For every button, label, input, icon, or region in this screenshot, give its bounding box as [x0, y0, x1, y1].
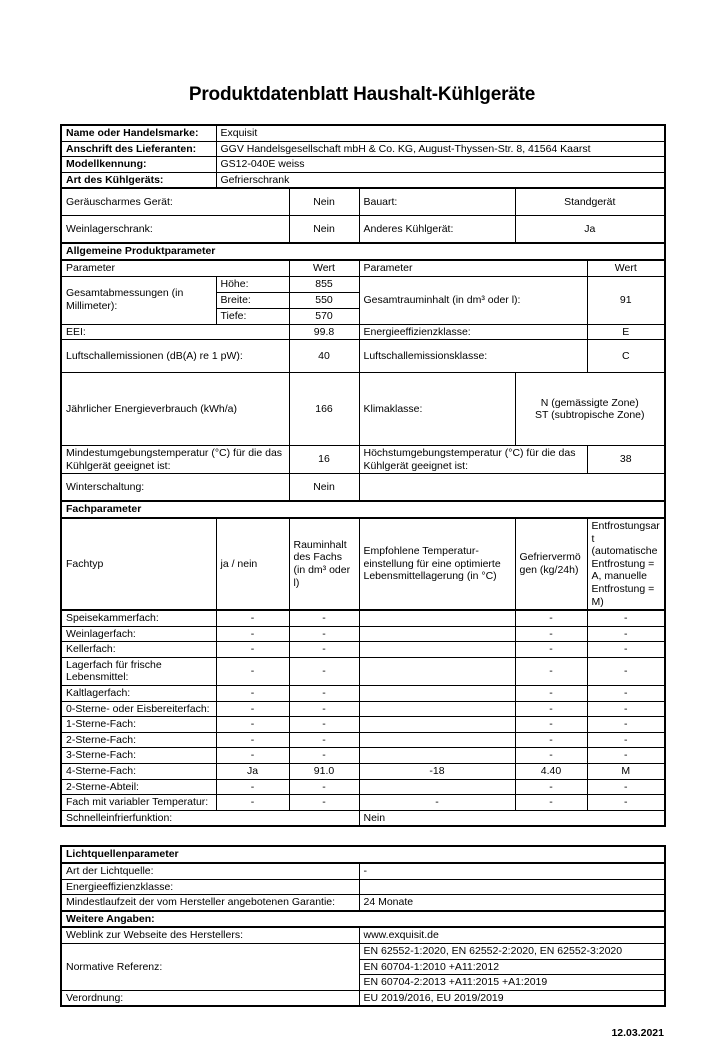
field-label: Schnelleinfrierfunktion:: [61, 810, 359, 826]
compartment-label: 1-Sterne-Fach:: [61, 717, 216, 733]
compartment-label: 2-Sterne-Fach:: [61, 732, 216, 748]
compartment-row: [61, 748, 665, 764]
light-and-additional-table: [60, 845, 666, 1007]
field-label: Anderes Kühlgerät:: [359, 216, 515, 244]
compartment-row: [61, 795, 665, 811]
compartment-label: Fach mit variabler Temperatur:: [61, 795, 216, 811]
field-value: 99.8: [289, 324, 359, 340]
field-value: Nein: [359, 810, 665, 826]
ambient-temp-row: [61, 446, 665, 474]
field-value: Ja: [515, 216, 665, 244]
cell-value: [359, 717, 515, 733]
cell-value: -: [515, 626, 587, 642]
empty-cell: [359, 474, 665, 502]
field-value: 166: [289, 373, 359, 446]
date-stamp: 12.03.2021: [611, 1027, 664, 1039]
field-value: -: [359, 863, 665, 879]
field-label: Weblink zur Webseite des Herstellers:: [61, 927, 359, 943]
section-header-additional: [61, 911, 665, 928]
column-header: Wert: [587, 260, 665, 276]
cell-value: -: [587, 626, 665, 642]
cell-value: -: [289, 686, 359, 702]
dimensions-row-height: [61, 276, 665, 292]
cell-value: 91.0: [289, 764, 359, 780]
compartment-label: 4-Sterne-Fach:: [61, 764, 216, 780]
cell-value: -: [515, 732, 587, 748]
column-header: Gefriervermögen (kg/24h): [515, 518, 587, 610]
field-label: Gesamtabmessungen (in Millimeter):: [61, 276, 216, 324]
cell-value: -: [515, 717, 587, 733]
cell-value: [359, 686, 515, 702]
compartment-label: Speisekammerfach:: [61, 610, 216, 626]
cell-value: -: [587, 732, 665, 748]
field-value: 24 Monate: [359, 895, 665, 911]
cell-value: -: [515, 657, 587, 685]
normative-row: [61, 943, 665, 959]
normative-value: EN 62552-1:2020, EN 62552-2:2020, EN 62552-3:2020: [359, 943, 665, 959]
field-value: 40: [289, 340, 359, 373]
compartment-label: 0-Sterne- oder Eisbereiterfach:: [61, 701, 216, 717]
cell-value: -: [216, 657, 289, 685]
column-header: Parameter: [61, 260, 289, 276]
field-label: Normative Referenz:: [61, 943, 359, 990]
field-value: Standgerät: [515, 188, 665, 216]
dim-name: Breite:: [216, 292, 289, 308]
cell-value: -: [587, 701, 665, 717]
climate-class-line: N (gemässigte Zone): [540, 396, 639, 409]
id-row-supplier: [61, 141, 665, 157]
compartment-row: [61, 779, 665, 795]
cell-value: -: [216, 717, 289, 733]
dim-value: 570: [289, 308, 359, 324]
column-header: ja / nein: [216, 518, 289, 610]
cell-value: Ja: [216, 764, 289, 780]
cell-value: -: [289, 795, 359, 811]
section-header-light: [61, 846, 665, 863]
cell-value: -: [216, 686, 289, 702]
cell-value: [359, 748, 515, 764]
section-title: Lichtquellenparameter: [61, 846, 665, 863]
field-label: Mindestlaufzeit der vom Hersteller angebotenen Garantie:: [61, 895, 359, 911]
cell-value: -: [216, 748, 289, 764]
cell-value: -: [515, 610, 587, 626]
field-label: Klimaklasse:: [359, 373, 515, 446]
cell-value: -: [289, 779, 359, 795]
section-title: Weitere Angaben:: [61, 911, 665, 928]
general-header-row: [61, 260, 665, 276]
field-label: Luftschallemissionen (dB(A) re 1 pW):: [61, 340, 289, 373]
climate-class-line: ST (subtropische Zone): [534, 409, 645, 422]
compartment-label: Kaltlagerfach:: [61, 686, 216, 702]
id-row-model: [61, 157, 665, 173]
column-header: Parameter: [359, 260, 587, 276]
compartment-row: [61, 732, 665, 748]
cell-value: -: [515, 686, 587, 702]
field-label: Luftschallemissionsklasse:: [359, 340, 587, 373]
cell-value: -: [216, 779, 289, 795]
id-row-type: [61, 172, 665, 188]
compartment-row: [61, 701, 665, 717]
field-label: Höchstumgebungstemperatur (°C) für die das Kühlgerät geeignet ist:: [359, 446, 587, 474]
compartments-header-row: [61, 518, 665, 610]
cell-value: -: [587, 717, 665, 733]
field-label: Bauart:: [359, 188, 515, 216]
cell-value: -: [289, 732, 359, 748]
cell-value: -: [515, 748, 587, 764]
compartment-row: [61, 686, 665, 702]
cell-value: -: [216, 626, 289, 642]
field-value: [359, 879, 665, 895]
field-value: C: [587, 340, 665, 373]
field-label: EEI:: [61, 324, 289, 340]
field-label: Jährlicher Energieverbrauch (kWh/a): [61, 373, 289, 446]
compartment-label: Weinlagerfach:: [61, 626, 216, 642]
cell-value: -: [216, 642, 289, 658]
document-page: [60, 0, 664, 1039]
eei-row: [61, 324, 665, 340]
field-label: Energieeffizienzklasse:: [61, 879, 359, 895]
cell-value: -: [289, 717, 359, 733]
field-value: 91: [587, 276, 665, 324]
cell-value: -: [289, 626, 359, 642]
cell-value: [359, 610, 515, 626]
flags-row-1: [61, 188, 665, 216]
field-value: 38: [587, 446, 665, 474]
cell-value: -: [289, 610, 359, 626]
compartment-row: [61, 610, 665, 626]
field-label: Name oder Handelsmarke:: [61, 125, 216, 141]
cell-value: [359, 626, 515, 642]
fast-freeze-row: [61, 810, 665, 826]
cell-value: -18: [359, 764, 515, 780]
column-header: Wert: [289, 260, 359, 276]
field-label: Verordnung:: [61, 990, 359, 1006]
cell-value: -: [289, 701, 359, 717]
light-row: [61, 895, 665, 911]
cell-value: -: [515, 701, 587, 717]
cell-value: -: [289, 657, 359, 685]
compartment-row: [61, 657, 665, 685]
cell-value: -: [289, 642, 359, 658]
section-title: Fachparameter: [61, 501, 665, 518]
manufacturer-weblink: www.exquisit.de: [359, 927, 665, 943]
field-label: Energieeffizienzklasse:: [359, 324, 587, 340]
cell-value: -: [216, 795, 289, 811]
energy-row: [61, 373, 665, 446]
field-value: GGV Handelsgesellschaft mbH & Co. KG, August-Thyssen-Str. 8, 41564 Kaarst: [216, 141, 665, 157]
product-data-table: [60, 124, 666, 827]
field-label: Winterschaltung:: [61, 474, 289, 502]
compartment-row: [61, 642, 665, 658]
field-value: Nein: [289, 216, 359, 244]
field-value: Gefrierschrank: [216, 172, 665, 188]
field-label: Anschrift des Lieferanten:: [61, 141, 216, 157]
column-header: Entfrostungsart (automatische Entfrostung = A, manuelle Entfrostung = M): [587, 518, 665, 610]
field-value: Nein: [289, 474, 359, 502]
cell-value: -: [587, 748, 665, 764]
compartment-label: Kellerfach:: [61, 642, 216, 658]
id-row-brand: [61, 125, 665, 141]
cell-value: -: [515, 795, 587, 811]
compartment-label: 2-Sterne-Abteil:: [61, 779, 216, 795]
field-value: E: [587, 324, 665, 340]
cell-value: [359, 657, 515, 685]
cell-value: [359, 779, 515, 795]
cell-value: [359, 642, 515, 658]
cell-value: -: [216, 610, 289, 626]
dim-name: Tiefe:: [216, 308, 289, 324]
cell-value: [359, 732, 515, 748]
field-label: Gesamtrauminhalt (in dm³ oder l):: [359, 276, 587, 324]
section-title: Allgemeine Produktparameter: [61, 243, 665, 260]
cell-value: -: [587, 686, 665, 702]
field-value: Nein: [289, 188, 359, 216]
cell-value: -: [587, 779, 665, 795]
cell-value: -: [587, 642, 665, 658]
compartment-label: Lagerfach für frische Lebensmittel:: [61, 657, 216, 685]
climate-class-value: [515, 373, 665, 446]
flags-row-2: [61, 216, 665, 244]
weblink-row: [61, 927, 665, 943]
regulation-row: [61, 990, 665, 1006]
dim-value: 855: [289, 276, 359, 292]
winter-switch-row: [61, 474, 665, 502]
cell-value: -: [289, 748, 359, 764]
compartment-label: 3-Sterne-Fach:: [61, 748, 216, 764]
field-label: Geräuscharmes Gerät:: [61, 188, 289, 216]
field-label: Art des Kühlgeräts:: [61, 172, 216, 188]
column-header: Empfohlene Temperatur-einstellung für eine optimierte Lebensmittellagerung (in °C): [359, 518, 515, 610]
compartment-row: [61, 717, 665, 733]
compartment-row: [61, 626, 665, 642]
document-title: Produktdatenblatt Haushalt-Kühlgeräte: [188, 84, 536, 105]
cell-value: M: [587, 764, 665, 780]
cell-value: -: [515, 642, 587, 658]
dim-name: Höhe:: [216, 276, 289, 292]
normative-value: EN 60704-2:2013 +A11:2015 +A1:2019: [359, 975, 665, 991]
column-header: Fachtyp: [61, 518, 216, 610]
cell-value: -: [359, 795, 515, 811]
cell-value: -: [587, 795, 665, 811]
noise-row: [61, 340, 665, 373]
field-label: Modellkennung:: [61, 157, 216, 173]
light-row: [61, 863, 665, 879]
compartment-row: [61, 764, 665, 780]
cell-value: -: [216, 701, 289, 717]
cell-value: -: [216, 732, 289, 748]
field-value: GS12-040E weiss: [216, 157, 665, 173]
field-label: Weinlagerschrank:: [61, 216, 289, 244]
cell-value: -: [587, 610, 665, 626]
field-value: 16: [289, 446, 359, 474]
field-value: EU 2019/2016, EU 2019/2019: [359, 990, 665, 1006]
cell-value: -: [515, 779, 587, 795]
light-row: [61, 879, 665, 895]
cell-value: -: [587, 657, 665, 685]
field-label: Mindestumgebungstemperatur (°C) für die das Kühlgerät geeignet ist:: [61, 446, 289, 474]
column-header: Rauminhalt des Fachs (in dm³ oder l): [289, 518, 359, 610]
cell-value: [359, 701, 515, 717]
section-header-compartments: [61, 501, 665, 518]
dim-value: 550: [289, 292, 359, 308]
cell-value: 4.40: [515, 764, 587, 780]
field-value: Exquisit: [216, 125, 665, 141]
normative-value: EN 60704-1:2010 +A11:2012: [359, 959, 665, 975]
field-label: Art der Lichtquelle:: [61, 863, 359, 879]
section-header-general: [61, 243, 665, 260]
